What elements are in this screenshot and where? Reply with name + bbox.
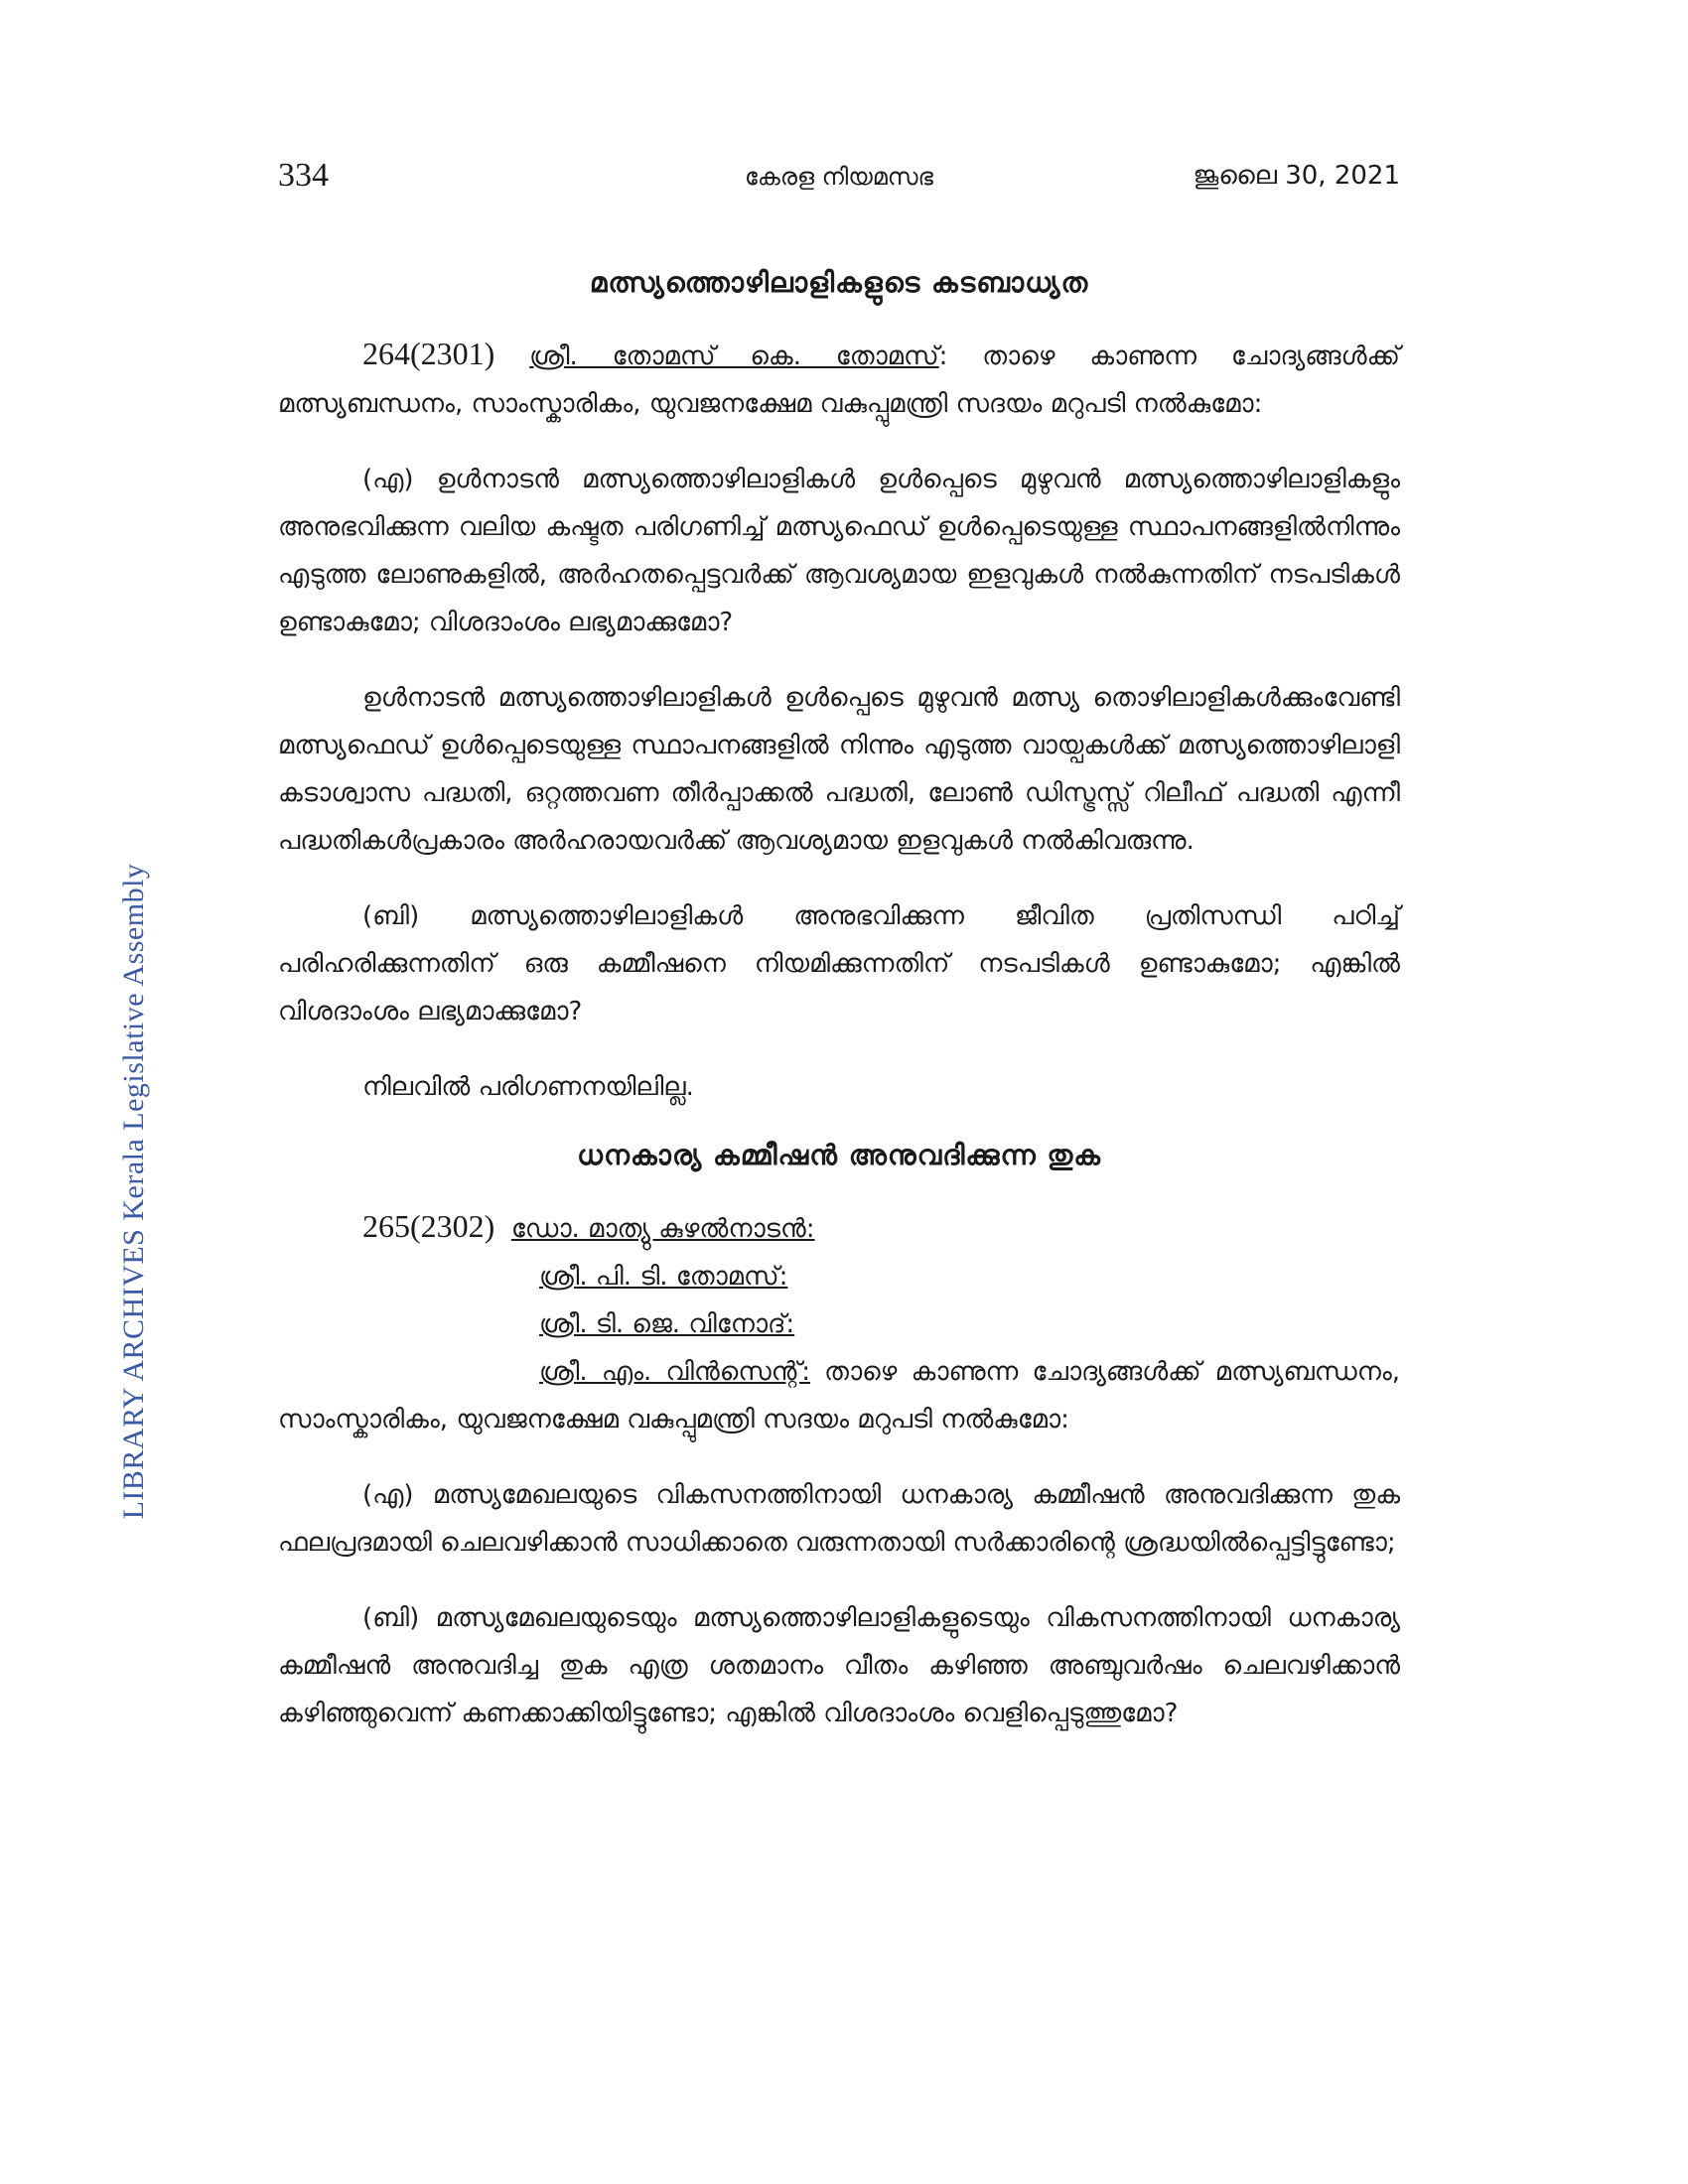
- q265-member-line: [278, 1300, 1400, 1348]
- archive-watermark: LIBRARY ARCHIVES Kerala Legislative Assembly: [117, 863, 150, 1520]
- q265-member-2: ശ്രീ. പി. ടി. തോമസ്:: [539, 1262, 788, 1292]
- q265-member-4: ശ്രീ. എം. വിൻസെന്റ്:: [539, 1357, 810, 1387]
- q265-first-line: [278, 1202, 1400, 1253]
- q264-number: 264(2301): [362, 336, 495, 371]
- q265-intro-text: താഴെ കാണുന്ന ചോദ്യങ്ങൾക്ക് മത്സ്യബന്ധനം, സാംസ്കാരികം, യുവജനക്ഷേമ വകുപ്പുമന്ത്രി സദയം മറുപടി നൽകുമോ:: [278, 1357, 1400, 1434]
- page-number: 334: [278, 157, 329, 194]
- q264-intro-text: : താഴെ കാണുന്ന ചോദ്യങ്ങൾക്ക് മത്സ്യബന്ധനം, സാംസ്കാരികം, യുവജനക്ഷേമ വകുപ്പുമന്ത്രി സദയം മറുപടി നൽകുമോ:: [278, 341, 1400, 419]
- q264-answer-a: ഉൾനാടൻ മത്സ്യത്തൊഴിലാളികൾ ഉൾപ്പെടെ മുഴുവൻ മത്സ്യ തൊഴിലാളികൾക്കുംവേണ്ടി മത്സ്യഫെഡ് ഉൾപ്പെടെയുള്ള സ്ഥാപനങ്ങളിൽ നിന്നും എടുത്ത വായ്പകൾക്ക് മത്സ്യത്തൊഴിലാളി കടാശ്വാസ പദ്ധതി, ഒറ്റത്തവണ തീർപ്പാക്കൽ പദ്ധതി, ലോൺ ഡിസ്ട്രസ്സ് റിലീഫ് പദ്ധതി എന്നീ പദ്ധതികൾപ്രകാരം അർഹരായവർക്ക് ആവശ്യമായ ഇളവുകൾ നൽകിവരുന്നു.: [278, 683, 1400, 856]
- q265-heading: ധനകാര്യ കമ്മീഷൻ അനുവദിക്കുന്ന തുക: [576, 1139, 1102, 1171]
- running-title: കേരള നിയമസഭ: [744, 163, 934, 191]
- q265-question-a: (എ) മത്സ്യമേഖലയുടെ വികസനത്തിനായി ധനകാര്യ കമ്മീഷൻ അനുവദിക്കുന്ന തുക ഫലപ്രദമായി ചെലവഴിക്കാൻ സാധിക്കാതെ വരുന്നതായി സർക്കാരിന്റെ ശ്രദ്ധയിൽപ്പെട്ടിട്ടുണ്ടോ;: [278, 1480, 1400, 1558]
- document-body: [278, 266, 1400, 1765]
- q265-member-3: ശ്രീ. ടി. ജെ. വിനോദ്:: [539, 1309, 795, 1339]
- q265-intro: [278, 1348, 1400, 1443]
- q264-answer-b: നിലവിൽ പരിഗണനയിലില്ല.: [362, 1072, 694, 1102]
- header-date: ജൂലൈ 30, 2021: [1193, 161, 1400, 191]
- q265-member-1: ഡോ. മാത്യു കുഴൽനാടൻ:: [510, 1214, 815, 1244]
- q265-number: 265(2302): [362, 1208, 495, 1244]
- q265-member-line: [278, 1253, 1400, 1300]
- q265-question-b: (ബി) മത്സ്യമേഖലയുടെയും മത്സ്യത്തൊഴിലാളികളുടെയും വികസനത്തിനായി ധനകാര്യ കമ്മീഷൻ അനുവദിച്ച തുക എത്ര ശതമാനം വീതം കഴിഞ്ഞ അഞ്ചുവർഷം ചെലവഴിക്കാൻ കഴിഞ്ഞുവെന്ന് കണക്കാക്കിയിട്ടുണ്ടോ; എങ്കിൽ വിശദാംശം വെളിപ്പെടുത്തുമോ?: [278, 1603, 1400, 1728]
- page-header: [278, 157, 1400, 206]
- q264-question-b: (ബി) മത്സ്യത്തൊഴിലാളികൾ അനുഭവിക്കുന്ന ജീവിത പ്രതിസന്ധി പഠിച്ച് പരിഹരിക്കുന്നതിന് ഒരു കമ്മീഷനെ നിയമിക്കുന്നതിന് നടപടികൾ ഉണ്ടാകുമോ; എങ്കിൽ വിശദാംശം ലഭ്യമാക്കുമോ?: [278, 901, 1400, 1026]
- q264-question-a: (എ) ഉൾനാടൻ മത്സ്യത്തൊഴിലാളികൾ ഉൾപ്പെടെ മുഴുവൻ മത്സ്യത്തൊഴിലാളികളും അനുഭവിക്കുന്ന വലിയ കഷ്ടത പരിഗണിച്ച് മത്സ്യഫെഡ് ഉൾപ്പെടെയുള്ള സ്ഥാപനങ്ങളിൽനിന്നും എടുത്ത ലോണുകളിൽ, അർഹതപ്പെട്ടവർക്ക് ആവശ്യമായ ഇളവുകൾ നൽകുന്നതിന് നടപടികൾ ഉണ്ടാകുമോ; വിശദാംശം ലഭ്യമാക്കുമോ?: [278, 465, 1400, 637]
- q264-intro: [278, 330, 1400, 428]
- q265-members: [278, 1202, 1400, 1348]
- q264-heading: മത്സ്യത്തൊഴിലാളികളുടെ കടബാധ്യത: [589, 266, 1089, 299]
- q264-member: ശ്രീ. തോമസ് കെ. തോമസ്: [529, 341, 939, 371]
